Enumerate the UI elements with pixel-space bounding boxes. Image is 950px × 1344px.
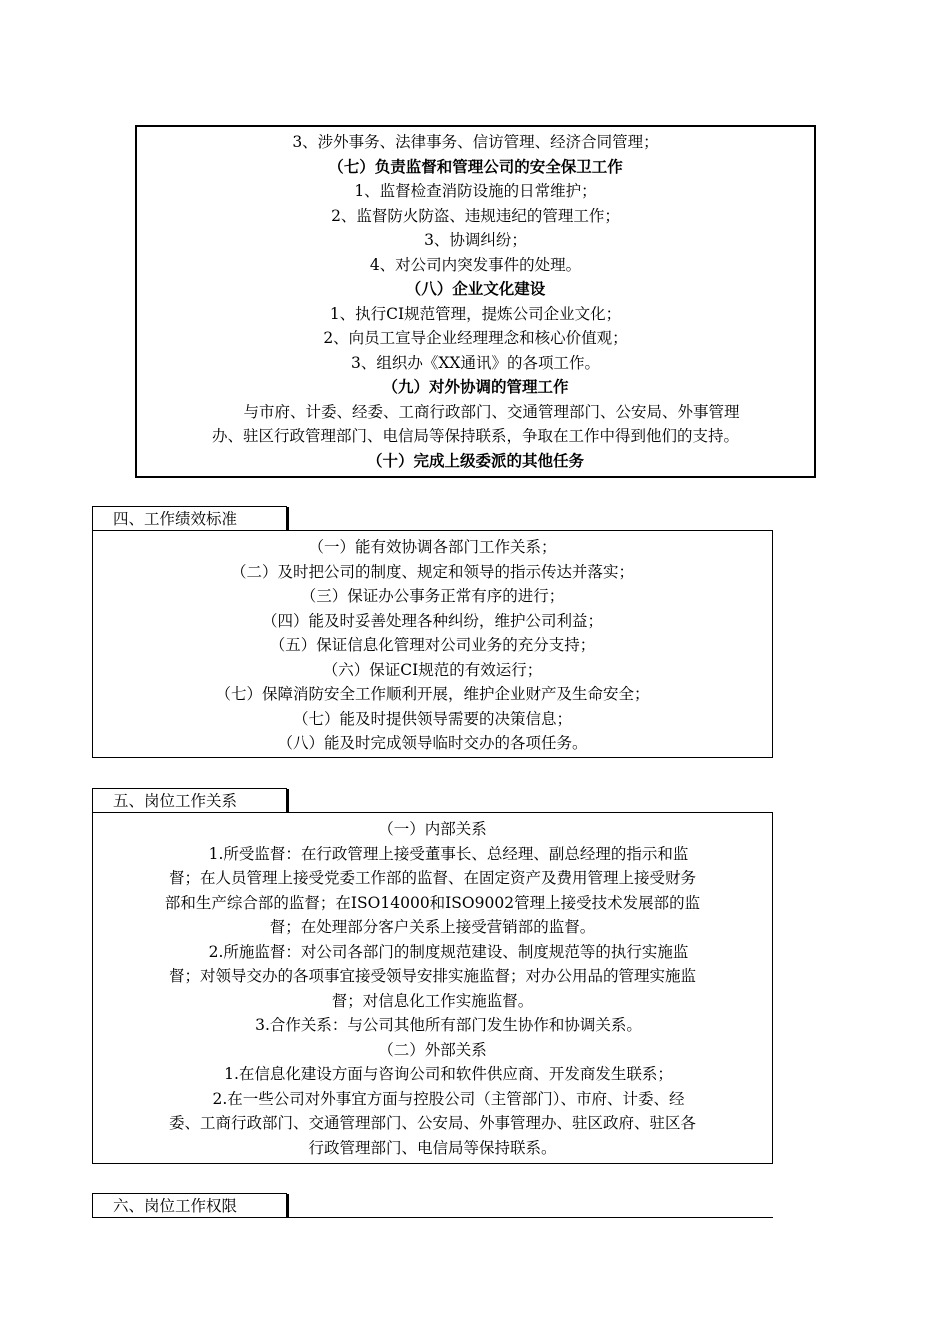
standard-item: （三）保证办公事务正常有序的进行； xyxy=(300,587,565,605)
duties-box xyxy=(135,125,816,478)
work-relations-box xyxy=(92,812,773,1164)
relation-text: 部和生产综合部的监督；在ISO14000和ISO9002管理上接受技术发展部的监 xyxy=(164,893,701,912)
external-relations-heading: （二）外部关系 xyxy=(378,1040,487,1059)
duty-line: 1、执行CI规范管理，提炼公司企业文化； xyxy=(329,304,622,323)
relation-text: 督；在人员管理上接受党委工作部的监督、在固定资产及费用管理上接受财务 xyxy=(168,869,696,887)
duty-line: 2、监督防火防盗、违规违纪的管理工作； xyxy=(331,206,620,225)
section-5-title xyxy=(92,788,287,813)
section-heading-10: （十）完成上级委派的其他任务 xyxy=(366,451,584,470)
section-6-title xyxy=(92,1193,287,1218)
standard-item: （一）能有效协调各部门工作关系； xyxy=(308,538,557,556)
relation-text: 2.所施监督：对公司各部门的制度规范建设、制度规范等的执行实施监 xyxy=(208,942,689,961)
section-4-title xyxy=(92,506,287,531)
section-5-title-text: 五、岗位工作关系 xyxy=(113,792,238,810)
standard-item: （五）保证信息化管理对公司业务的充分支持； xyxy=(269,636,596,654)
standard-item: （七）能及时提供领导需要的决策信息； xyxy=(292,709,572,728)
relation-text: 1.所受监督：在行政管理上接受董事长、总经理、副总经理的指示和监 xyxy=(208,844,689,863)
duty-line: 3、协调纠纷； xyxy=(424,231,527,249)
section-6-title-text: 六、岗位工作权限 xyxy=(113,1197,238,1215)
relation-text: 1.在信息化建设方面与咨询公司和软件供应商、开发商发生联系； xyxy=(224,1065,673,1083)
section-4-title-text: 四、工作绩效标准 xyxy=(113,510,238,528)
duty-line: 4、对公司内突发事件的处理。 xyxy=(369,255,582,274)
standard-item: （二）及时把公司的制度、规定和领导的指示传达并落实； xyxy=(230,562,634,581)
relation-text: 委、工商行政部门、交通管理部门、公安局、外事管理办、驻区政府、驻区各 xyxy=(168,1114,696,1132)
performance-standards-box xyxy=(92,530,773,758)
duty-line: 2、向员工宣导企业经理理念和核心价值观； xyxy=(323,329,628,347)
section-heading-8: （八）企业文化建设 xyxy=(405,280,546,298)
relation-text: 督；对领导交办的各项事宜接受领导安排实施监督；对办公用品的管理实施监 xyxy=(168,967,696,985)
duty-paragraph: 与市府、计委、经委、工商行政部门、交通管理部门、公安局、外事管理 xyxy=(243,402,740,421)
relation-text: 督；对信息化工作实施监督。 xyxy=(331,991,534,1010)
duty-line: 1、监督检查消防设施的日常维护； xyxy=(354,182,597,200)
relation-text: 行政管理部门、电信局等保持联系。 xyxy=(308,1138,557,1157)
relation-text: 3.合作关系：与公司其他所有部门发生协作和协调关系。 xyxy=(255,1016,642,1034)
section-heading-7: （七）负责监督和管理公司的安全保卫工作 xyxy=(328,157,623,176)
standard-item: （四）能及时妥善处理各种纠纷，维护公司利益； xyxy=(261,611,603,630)
internal-relations-heading: （一）内部关系 xyxy=(378,820,487,838)
relation-text: 督；在处理部分客户关系上接受营销部的监督。 xyxy=(269,918,596,936)
standard-item: （八）能及时完成领导临时交办的各项任务。 xyxy=(277,734,588,752)
duty-paragraph: 办、驻区行政管理部门、电信局等保持联系，争取在工作中得到他们的支持。 xyxy=(211,427,739,445)
section-6-top-rule xyxy=(92,1217,773,1218)
duty-line: 3、涉外事务、法律事务、信访管理、经济合同管理； xyxy=(292,133,659,151)
duty-line: 3、组织办《XX通讯》的各项工作。 xyxy=(351,353,600,372)
section-heading-9: （九）对外协调的管理工作 xyxy=(382,378,569,396)
standard-item: （六）保证CI规范的有效运行； xyxy=(322,660,543,679)
standard-item: （七）保障消防安全工作顺利开展，维护企业财产及生命安全； xyxy=(215,685,650,703)
relation-text: 2.在一些公司对外事宜方面与控股公司（主管部门）、市府、计委、经 xyxy=(212,1089,685,1108)
